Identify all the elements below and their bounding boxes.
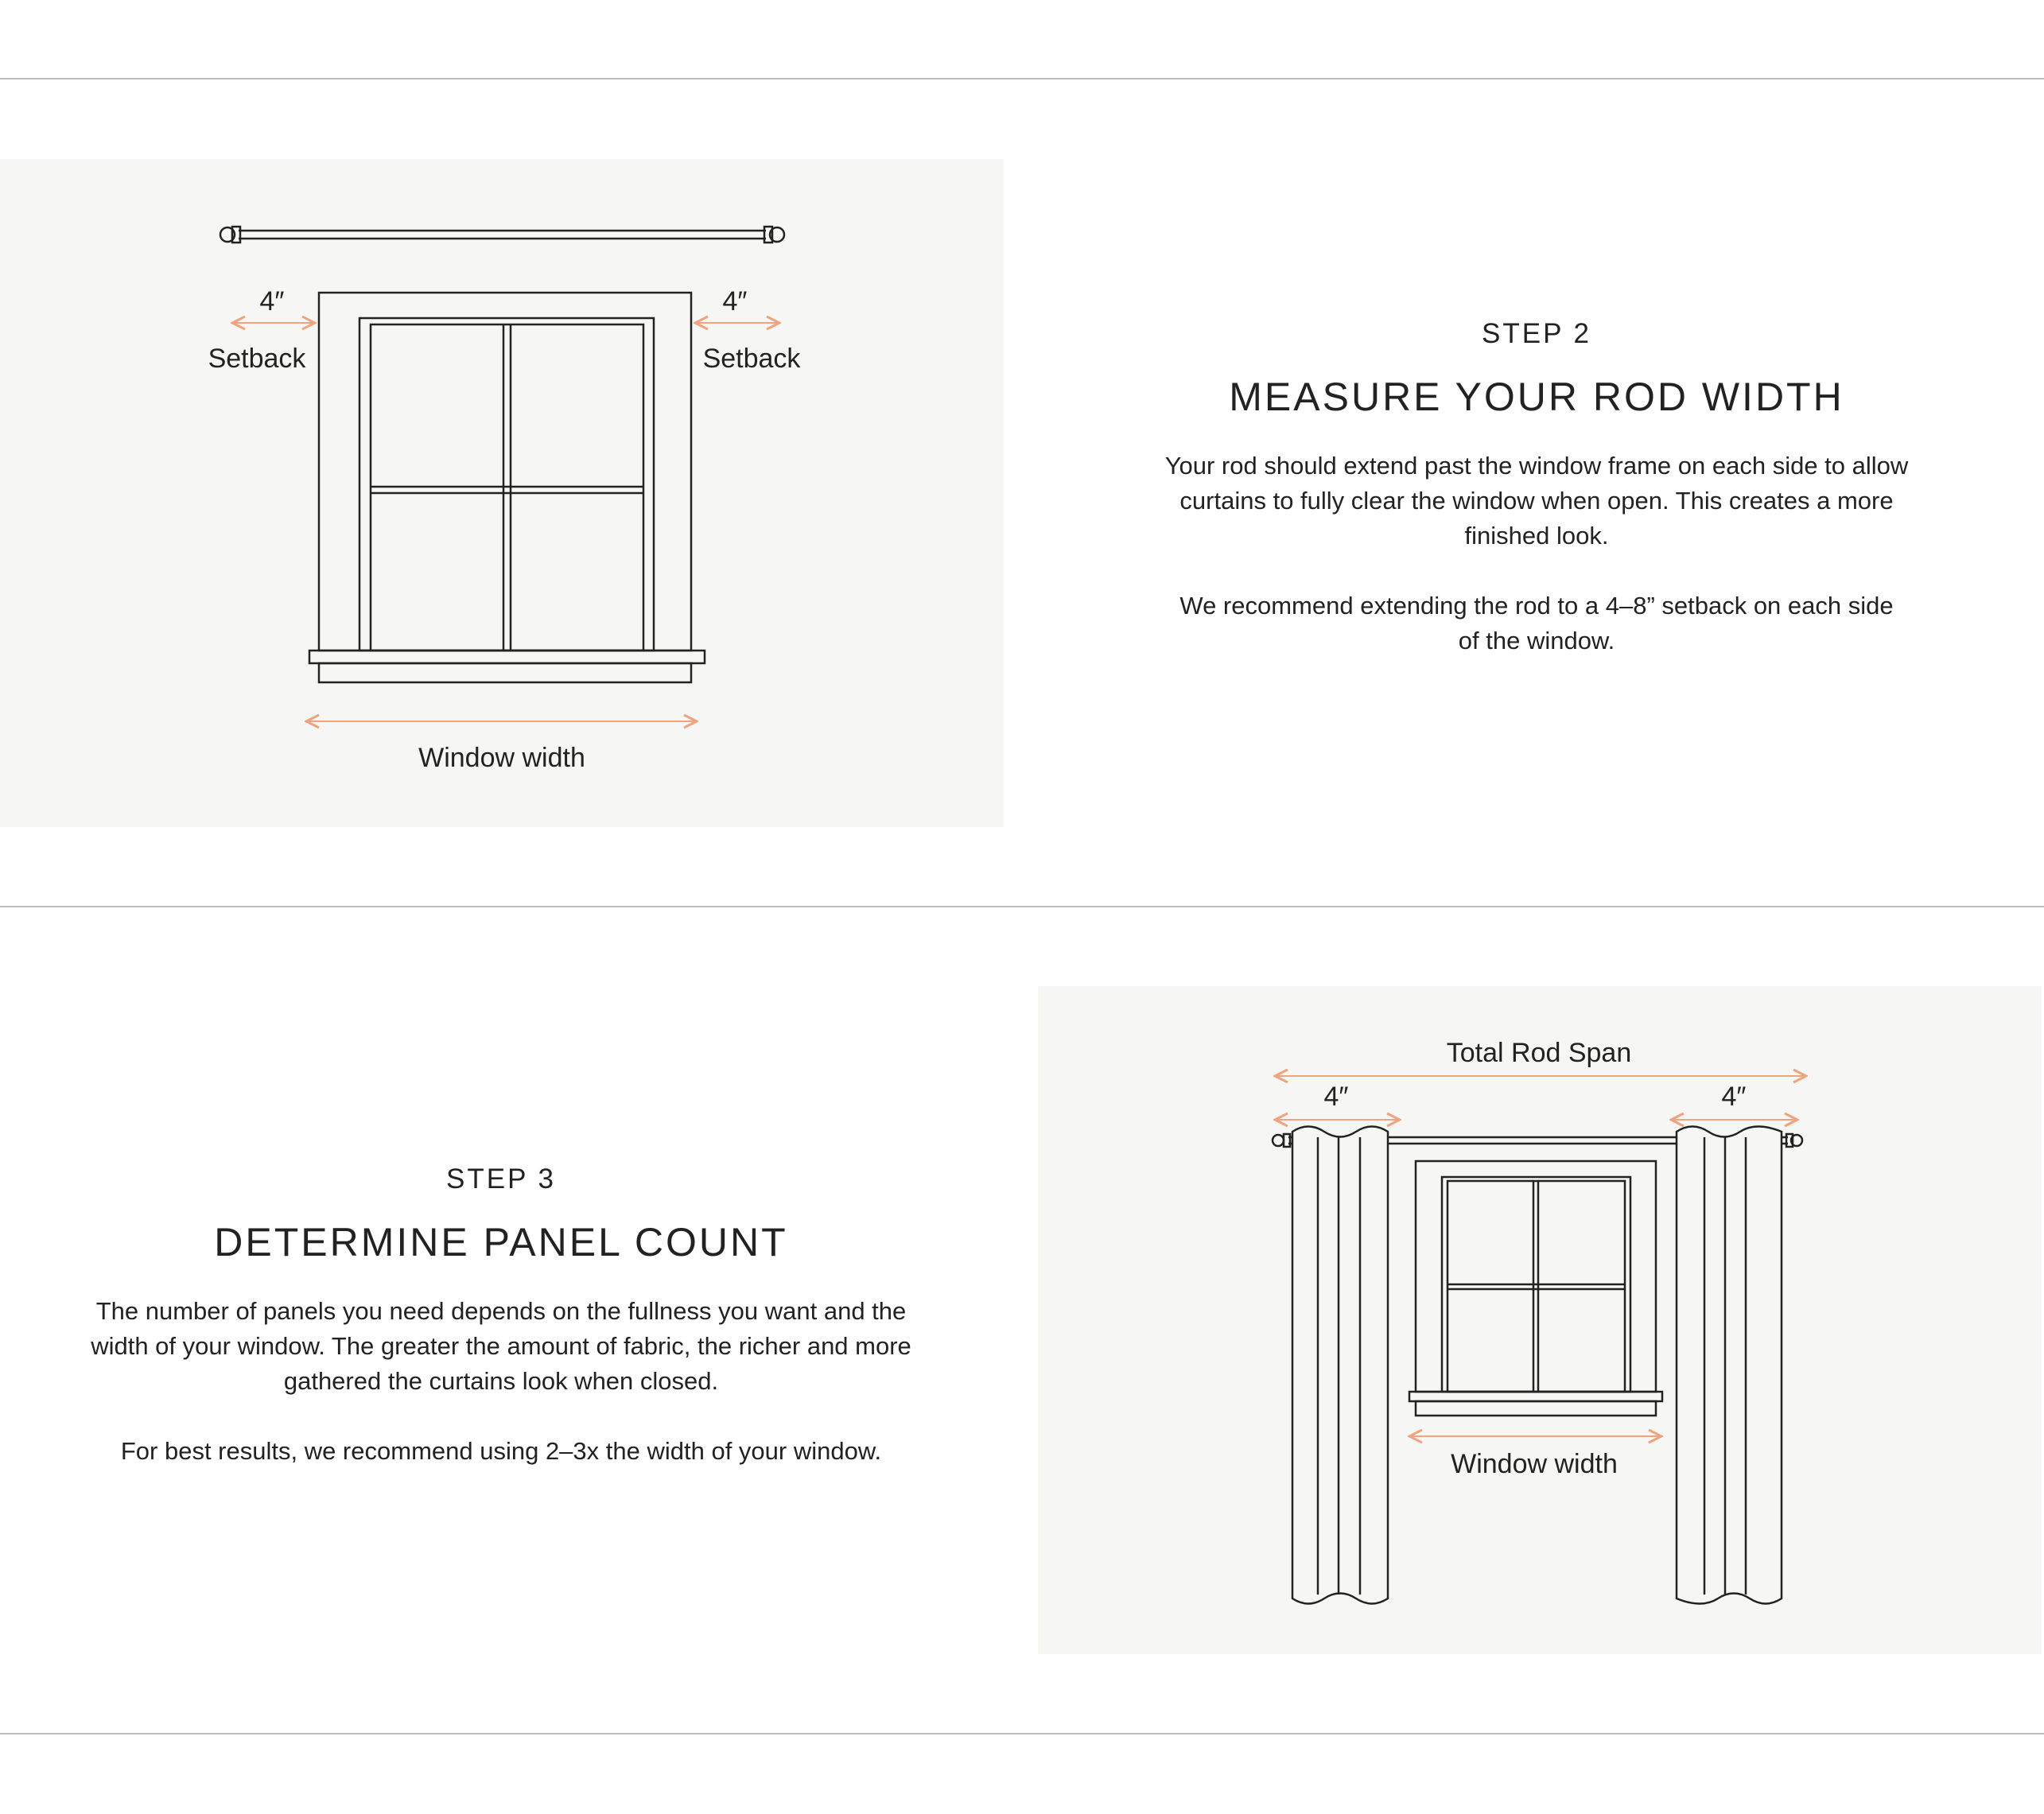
left-curtain-panel — [1292, 1127, 1388, 1604]
top-divider — [0, 78, 2044, 80]
total-rod-span-label: Total Rod Span — [1446, 1038, 1632, 1068]
step2-text — [1163, 318, 1910, 658]
step3-paragraph-1: The number of panels you need depends on the fullness you want and the width of your window. The greater the amount of fabric, the richer and more gathered the curtains look when closed. — [91, 1297, 911, 1395]
step3-diagram-panel — [1038, 986, 2042, 1654]
panel-count-diagram — [1038, 986, 2042, 1654]
curtain-rod — [220, 227, 784, 243]
left-setback-label: Setback — [208, 344, 306, 374]
step2-paragraph-1: Your rod should extend past the window frame on each side to allow curtains to fully clear the window when open. This creates a more finished look. — [1164, 452, 1909, 550]
step3-paragraph-2: For best results, we recommend using 2–3x the width of your window. — [120, 1437, 882, 1465]
left-setback-measure: 4″ — [1323, 1082, 1349, 1112]
bottom-divider — [0, 1733, 2044, 1734]
window-width-label: Window width — [418, 743, 585, 773]
right-setback-measure: 4″ — [722, 286, 748, 317]
step3-text — [87, 1163, 915, 1469]
step3-title: DETERMINE PANEL COUNT — [214, 1220, 788, 1264]
window-width-label: Window width — [1451, 1449, 1618, 1479]
left-setback-measure: 4″ — [259, 286, 285, 317]
right-setback-measure: 4″ — [1721, 1082, 1747, 1112]
step2-title: MEASURE YOUR ROD WIDTH — [1229, 375, 1844, 419]
step2-paragraph-2: We recommend extending the rod to a 4–8” setback on each side of the window. — [1179, 592, 1894, 655]
right-curtain-panel — [1677, 1127, 1782, 1604]
window-illustration — [309, 293, 705, 682]
rod-width-diagram — [0, 159, 1004, 827]
right-setback-label: Setback — [702, 344, 801, 374]
step3-label: STEP 3 — [446, 1163, 556, 1194]
step2-diagram-panel — [0, 159, 1004, 827]
middle-divider — [0, 906, 2044, 907]
window-illustration — [1409, 1161, 1662, 1416]
step2-label: STEP 2 — [1482, 318, 1591, 349]
